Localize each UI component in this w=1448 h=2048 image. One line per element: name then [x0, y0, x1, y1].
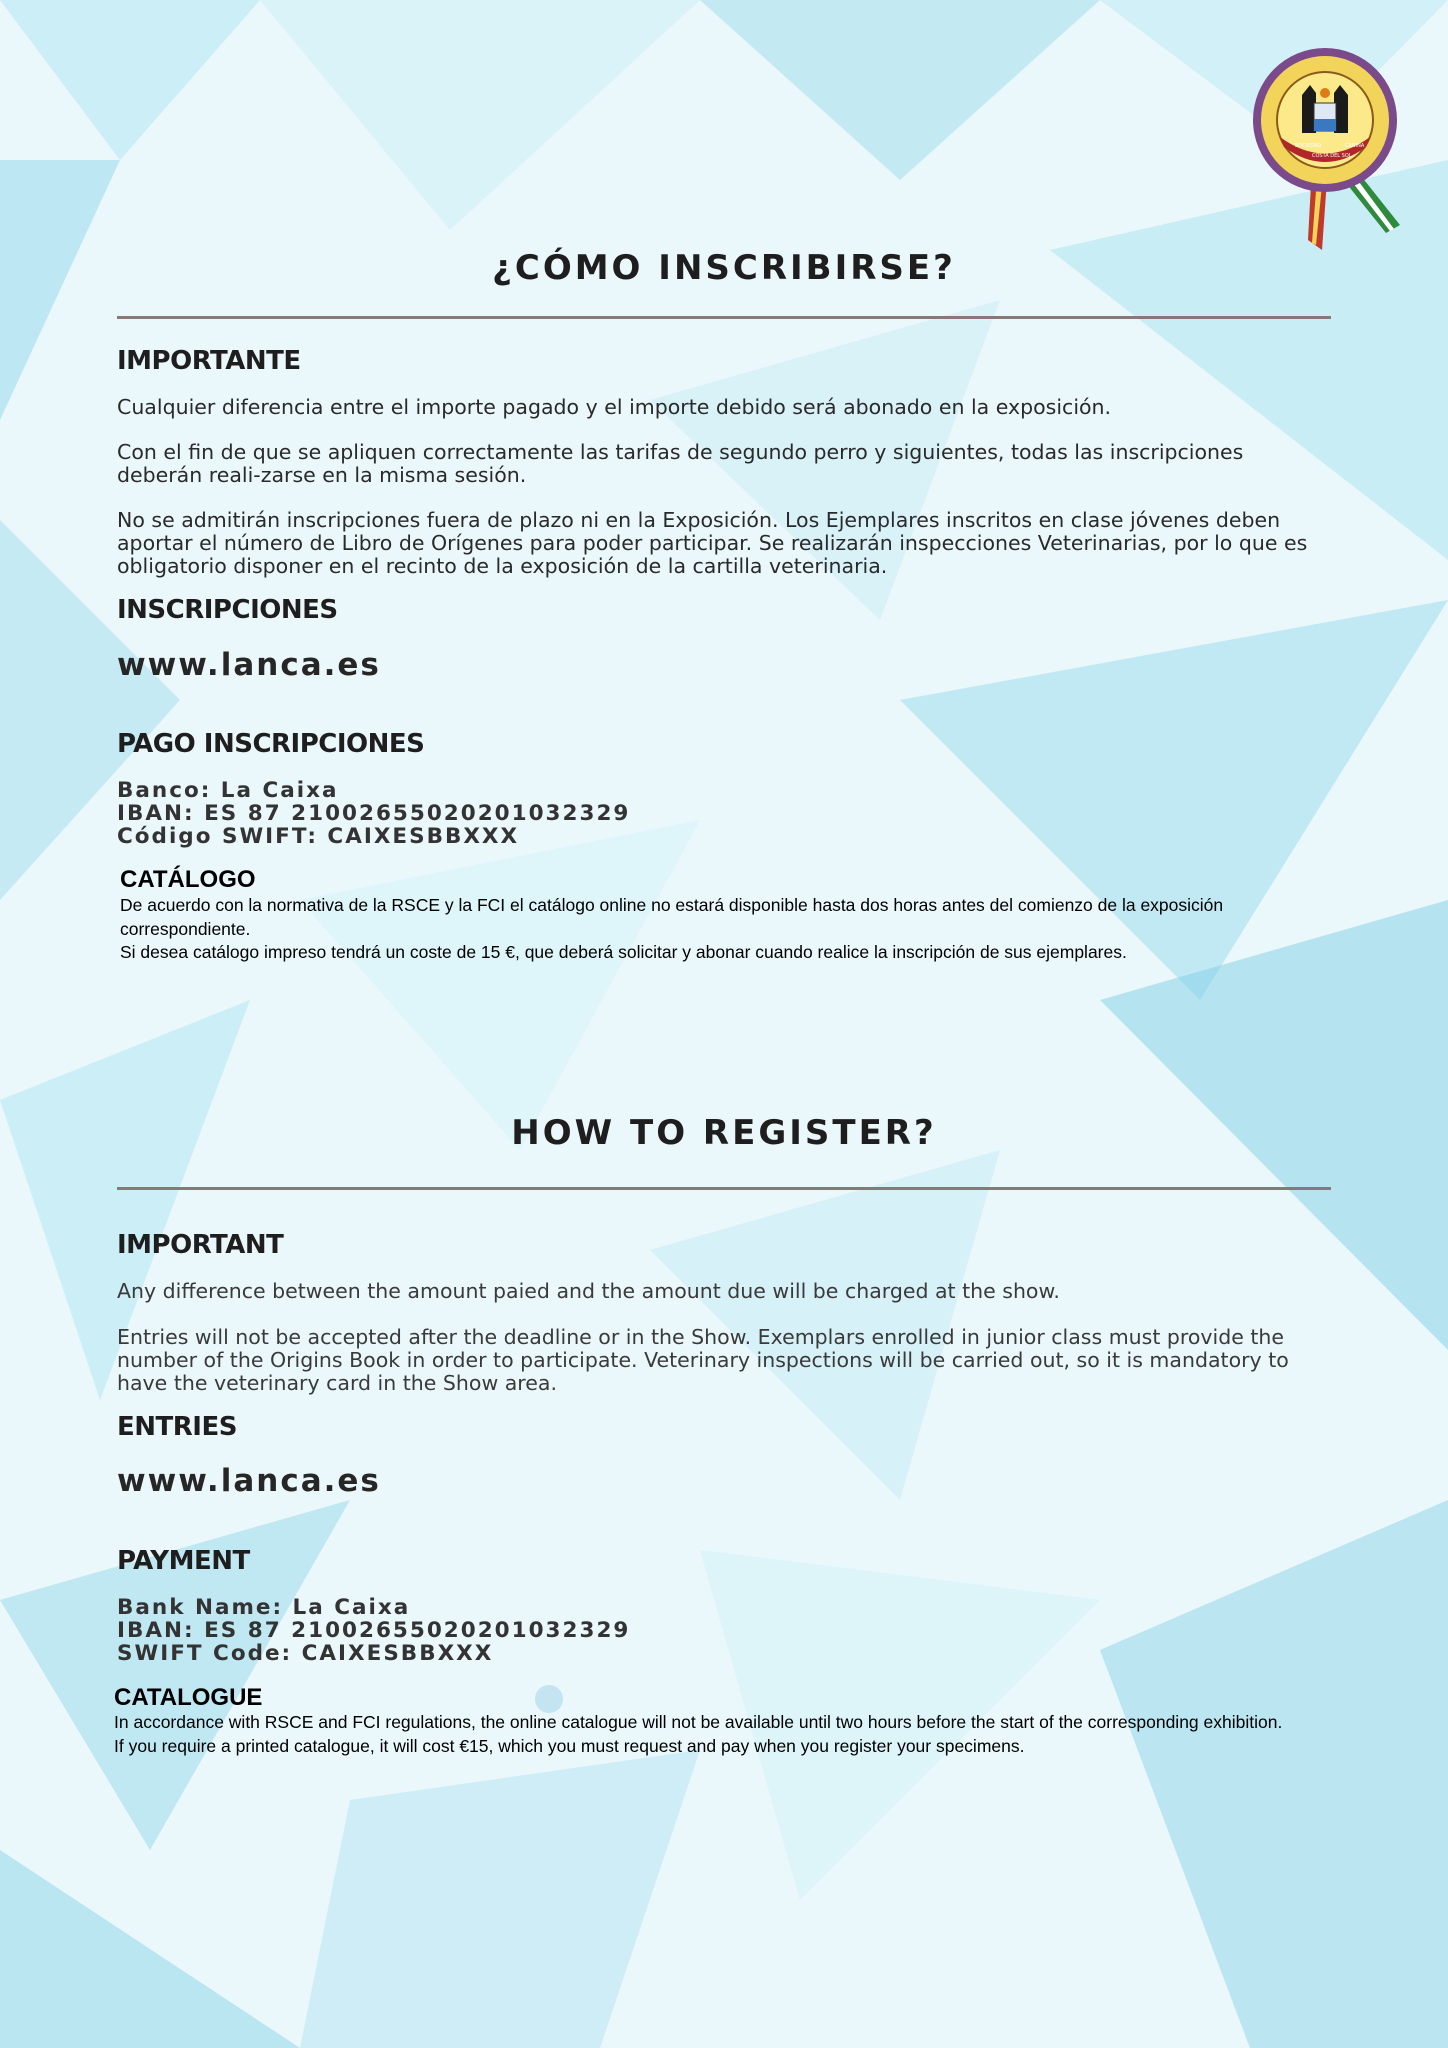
entries-heading-en: ENTRIES: [117, 1412, 237, 1442]
important-heading-es: IMPORTANTE: [117, 346, 301, 376]
catalogue-text-es: [120, 894, 1350, 965]
iban-en: IBAN: ES 87 21002655020201032329: [117, 1618, 631, 1643]
club-logo: [1250, 45, 1410, 255]
payment-heading-es: PAGO INSCRIPCIONES: [117, 729, 425, 759]
catalogue-line-2-es: Si desea catálogo impreso tendrá un coste de 15 €, que deberá solicitar y abonar cuando realice la inscripción de sus ejemplares.: [120, 942, 1127, 962]
important-paragraph-3-es: No se admitirán inscripciones fuera de plazo ni en la Exposición. Los Ejemplares inscritos en clase jóvenes deben aportar el número de Libro de Orígenes para poder participar. Se realizarán inspecciones Veterinarias, por lo que es obligatorio disponer en el recinto de la exposición de la cartilla veterinaria.: [117, 508, 1308, 578]
swift-en: SWIFT Code: CAIXESBBXXX: [117, 1641, 494, 1666]
website-link-en[interactable]: www.lanca.es: [117, 1463, 381, 1499]
important-heading-en: IMPORTANT: [117, 1230, 284, 1260]
important-paragraph-1-es: Cualquier diferencia entre el importe pagado y el importe debido será abonado en la exposición.: [117, 395, 1112, 419]
svg-text:COSTA DEL SOL: COSTA DEL SOL: [1312, 153, 1352, 159]
page-title-es: ¿CÓMO INSCRIBIRSE?: [492, 248, 956, 288]
svg-text:SOCIEDAD: SOCIEDAD: [1295, 143, 1322, 149]
decorative-dot: [535, 1685, 563, 1713]
page-title-en: HOW TO REGISTER?: [511, 1113, 937, 1153]
catalogue-text-en: [114, 1711, 1414, 1758]
club-rosette-logo-icon: [1250, 45, 1410, 255]
bank-name-en: Bank Name: La Caixa: [117, 1595, 411, 1620]
catalogue-heading-es: CATÁLOGO: [120, 866, 256, 893]
divider-en: [117, 1187, 1331, 1190]
catalogue-line-1-es: De acuerdo con la normativa de la RSCE y la FCI el catálogo online no estará disponible hasta dos horas antes del comienzo de la exposición correspondiente.: [120, 895, 1224, 939]
catalogue-heading-en: CATALOGUE: [114, 1684, 263, 1711]
important-paragraph-1-en: Any difference between the amount paied and the amount due will be charged at the show.: [117, 1279, 1060, 1303]
iban-es: IBAN: ES 87 21002655020201032329: [117, 801, 631, 826]
website-link-es[interactable]: www.lanca.es: [117, 647, 381, 683]
swift-es: Código SWIFT: CAIXESBBXXX: [117, 824, 520, 849]
svg-text:CANINA: CANINA: [1345, 143, 1365, 149]
catalogue-line-2-en: If you require a printed catalogue, it will cost €15, which you must request and pay when you register your specimens.: [114, 1735, 1025, 1756]
catalogue-line-1-en: In accordance with RSCE and FCI regulations, the online catalogue will not be available until two hours before the start of the corresponding exhibition.: [114, 1712, 1283, 1732]
bank-name-es: Banco: La Caixa: [117, 778, 339, 803]
divider-es: [117, 316, 1331, 319]
entries-heading-es: INSCRIPCIONES: [117, 595, 338, 625]
bank-details-en: [117, 1596, 630, 1665]
important-paragraph-2-es: Con el fin de que se apliquen correctamente las tarifas de segundo perro y siguientes, todas las inscripciones deberán reali-zarse en la misma sesión.: [117, 440, 1244, 487]
bank-details-es: [117, 779, 630, 848]
payment-heading-en: PAYMENT: [117, 1546, 250, 1576]
important-paragraph-2-en: Entries will not be accepted after the deadline or in the Show. Exemplars enrolled in junior class must provide the number of the Origins Book in order to participate. Veterinary inspections will be carried out, so it is mandatory to have the veterinary card in the Show area.: [117, 1325, 1289, 1395]
